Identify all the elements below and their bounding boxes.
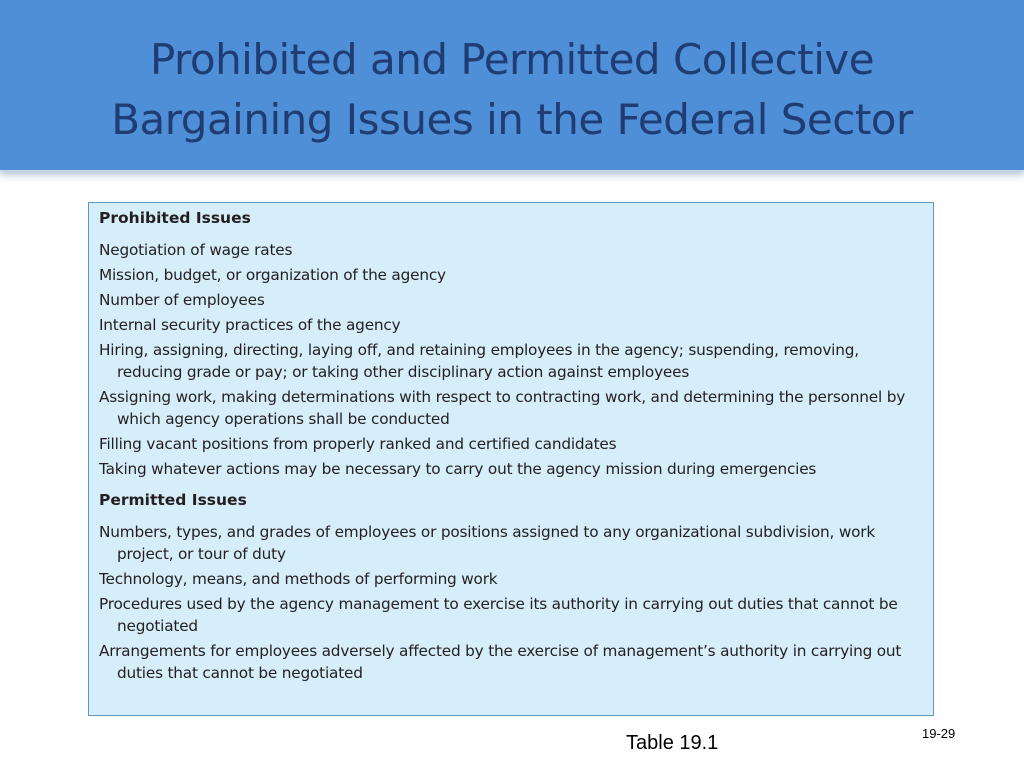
permitted-item: Numbers, types, and grades of employees or positions assigned to any organizational subdivision, work project, or tour of duty xyxy=(99,523,876,563)
prohibited-item: Number of employees xyxy=(99,291,265,309)
permitted-item: Procedures used by the agency management to exercise its authority in carrying out duties that cannot be negotiated xyxy=(99,595,898,635)
permitted-item: Technology, means, and methods of performing work xyxy=(99,570,498,588)
slide-title xyxy=(0,30,1024,150)
prohibited-item: Assigning work, making determinations with respect to contracting work, and determining the personnel by which agency operations shall be conducted xyxy=(99,388,906,428)
title-band xyxy=(0,0,1024,170)
prohibited-item: Filling vacant positions from properly ranked and certified candidates xyxy=(99,435,617,453)
prohibited-item: Internal security practices of the agency xyxy=(99,316,401,334)
prohibited-issues-heading: Prohibited Issues xyxy=(99,209,251,227)
prohibited-item: Hiring, assigning, directing, laying off, and retaining employees in the agency; suspending, removing, reducing grade or pay; or taking other disciplinary action against employees xyxy=(99,341,859,381)
slide-title-line-1: Prohibited and Permitted Collective xyxy=(149,35,875,84)
prohibited-item: Negotiation of wage rates xyxy=(99,241,293,259)
table-caption: Table 19.1 xyxy=(626,732,719,754)
permitted-issues-heading: Permitted Issues xyxy=(99,491,247,509)
prohibited-item: Taking whatever actions may be necessary to carry out the agency mission during emergencies xyxy=(99,460,817,478)
slide-title-line-2: Bargaining Issues in the Federal Sector xyxy=(111,95,913,144)
page-number: 19-29 xyxy=(922,726,956,741)
issues-table xyxy=(88,202,934,716)
permitted-item: Arrangements for employees adversely affected by the exercise of management’s authority in carrying out duties that cannot be negotiated xyxy=(99,642,902,682)
prohibited-item: Mission, budget, or organization of the agency xyxy=(99,266,446,284)
